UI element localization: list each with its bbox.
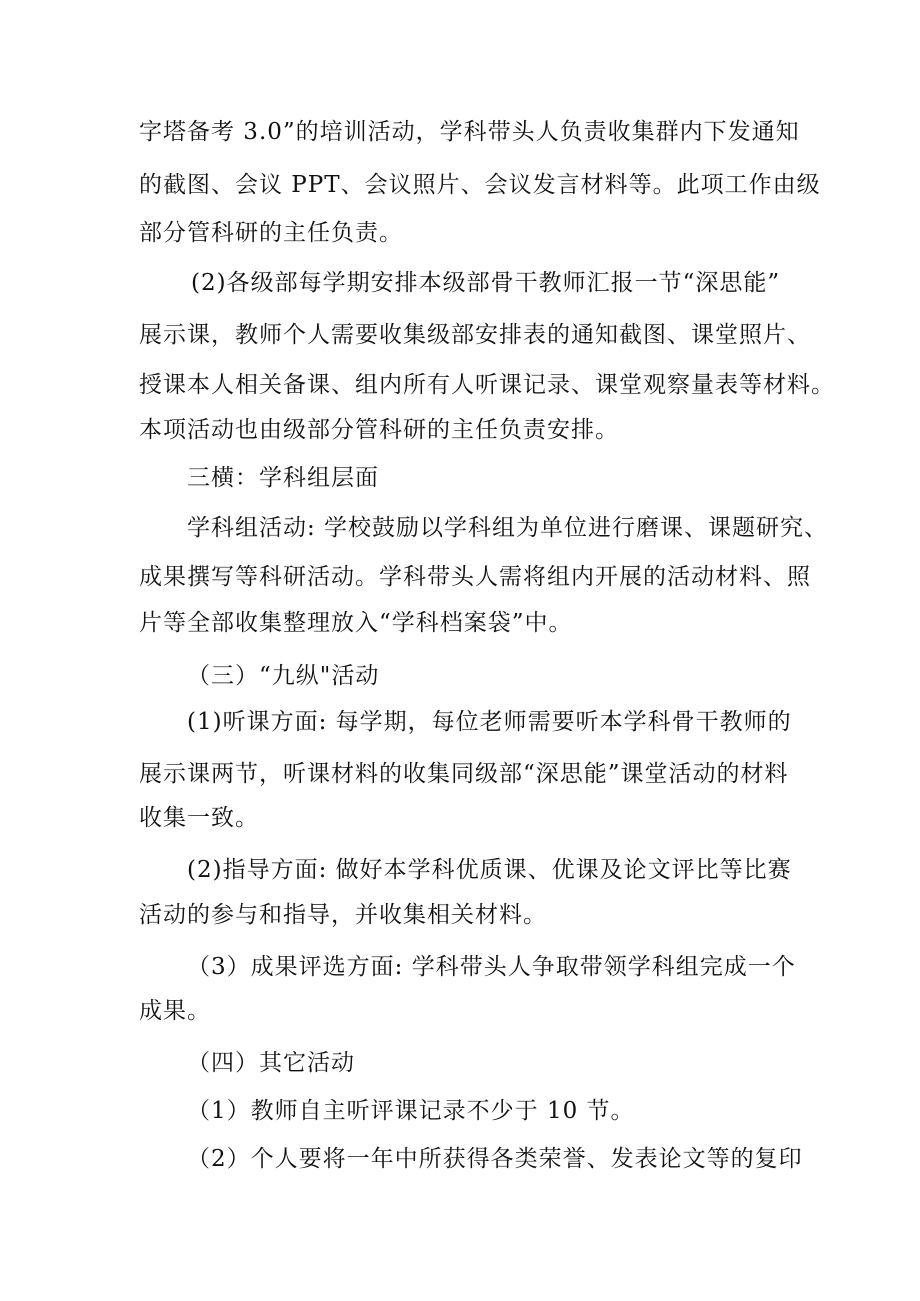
- paragraph-line: 展示课，教师个人需要收集级部安排表的通知截图、课堂照片、: [139, 322, 811, 348]
- paragraph-line: （1）教师自主听评课记录不少于 10 节。: [187, 1098, 635, 1124]
- paragraph-line: 展示课两节，听课材料的收集同级部“深思能”课堂活动的材料: [139, 761, 789, 787]
- paragraph-line: 活动的参与和指导，并收集相关材料。: [139, 902, 547, 928]
- paragraph-line: 字塔备考 3.0”的培训活动，学科带头人负责收集群内下发通知: [139, 119, 800, 145]
- section-heading: （四）其它活动: [187, 1050, 355, 1076]
- section-heading: 三横：学科组层面: [187, 465, 379, 491]
- paragraph-line: (2)各级部每学期安排本级部骨干教师汇报一节“深思能”: [191, 270, 781, 296]
- paragraph-line: 学科组活动: 学校鼓励以学科组为单位进行磨课、课题研究、: [187, 515, 829, 541]
- paragraph-line: (1)听课方面: 每学期，每位老师需要听本学科骨干教师的: [187, 709, 792, 735]
- section-heading: （三）“九纵"活动: [187, 663, 380, 689]
- paragraph-line: 成果。: [139, 998, 211, 1024]
- paragraph-line: （3）成果评选方面: 学科带头人争取带领学科组完成一个: [187, 954, 796, 980]
- paragraph-line: 成果撰写等科研活动。学科带头人需将组内开展的活动材料、照: [139, 564, 811, 590]
- paragraph-line: 部分管科研的主任负责。: [139, 220, 403, 246]
- paragraph-line: 片等全部收集整理放入“学科档案袋”中。: [139, 610, 573, 636]
- paragraph-line: 本项活动也由级部分管科研的主任负责安排。: [139, 417, 619, 443]
- paragraph-line: 收集一致。: [139, 805, 259, 831]
- paragraph-line: 的截图、会议 PPT、会议照片、会议发言材料等。此项工作由级: [139, 172, 821, 198]
- paragraph-line: 授课本人相关备课、组内所有人听课记录、课堂观察量表等材料。: [139, 372, 835, 398]
- paragraph-line: (2)指导方面: 做好本学科优质课、优课及论文评比等比赛: [187, 857, 792, 883]
- paragraph-line: （2）个人要将一年中所获得各类荣誉、发表论文等的复印: [187, 1146, 803, 1172]
